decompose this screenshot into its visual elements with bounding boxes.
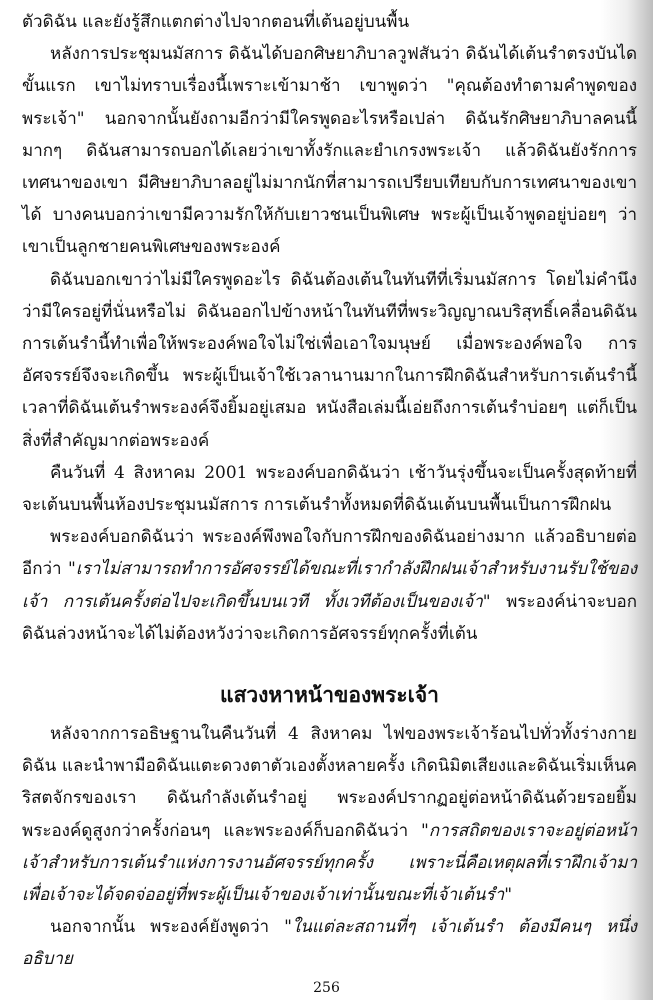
quoted-speech-italic: "การสถิตของเราจะอยู่ต่อหน้าเจ้าสำหรับการเต้นรำแห่งการงานอัศจรรย์ทุกครั้ง เพราะนี่คือเหตุผลที่เราฝึกเจ้ามา เพื่อเจ้าจะได้จดจ่ออยู่ที่พระผู้เป็นเจ้าของเจ้าเท่านั้นขณะที่เจ้าเต้นรำ" [22,820,637,906]
paragraph-text: นอกจากนั้นยังถามอีกว่ามีใครพูดอะไรหรือเปล่า ดิฉันรักศิษยาภิบาลคนนี้มากๆ ดิฉันสามารถบอกได้เลยว่าเขาทั้งรักและยำเกรงพระเจ้า แล้วดิฉันยังรักการเทศนาของเขา มีศิษยาภิบาลอยู่ไม่มากนักที่สามารถเปรียบเทียบกับการเทศนาของเขาได้ บางคนบอกว่าเขามีความรักให้กับเยาวชนเป็นพิเศษ พระผู้เป็นเจ้าพูดอยู่บ่อยๆ ว่าเขาเป็นลูกชายคนพิเศษของพระองค์ [22,108,637,258]
paragraph-vision [22,718,637,911]
quoted-speech-italic: "ในแต่ละสถานที่ๆ เจ้าเต้นรำ ต้องมีคนๆ หนึ่งอธิบาย [22,917,637,970]
page-content [22,6,637,976]
paragraph-final [22,911,637,975]
quoted-speech: "คุณต้องทำตามคำพูดของพระเจ้า" [22,76,637,129]
paragraph-continuation: ตัวดิฉัน และยังรู้สึกแตกต่างไปจากตอนที่เต้นอยู่บนพื้น [22,12,410,32]
page-number: 256 [313,980,340,996]
paragraph-pastor-conversation [22,38,637,263]
quoted-speech-italic: "เราไม่สามารถทำการอัศจรรย์ได้ขณะที่เรากำลังฝึกฝนเจ้าสำหรับงานรับใช้ของเจ้า การเต้นครั้งต่อไปจะเกิดขึ้นบนเวที ทั้งเวทีต้องเป็นของเจ้า" [22,559,637,612]
paragraph-training-complete [22,521,637,650]
paragraph-text: หลังจากการอธิษฐานในคืนวันที่ 4 สิงหาคม ไฟของพระเจ้าร้อนไปทั่วทั้งร่างกายดิฉัน และนำพามือดิฉันแตะดวงตาตัวเองตั้งหลายครั้ง เกิดนิมิตเสียงและดิฉันเริ่มเห็นคริสตจักรของเรา ดิฉันกำลังเต้นรำอยู่ พระองค์ปรากฏอยู่ต่อหน้าดิฉันด้วยรอยยิ้ม พระองค์ดูสูงกว่าครั้งก่อนๆ และพระองค์ก็บอกดิฉันว่า [22,724,637,841]
paragraph-text: หลังการประชุมนมัสการ ดิฉันได้บอกศิษยาภิบาลวูฟสันว่า ดิฉันได้เต้นรำตรงบันไดขั้นแรก เขาไม่ทราบเรื่องนี้เพราะเข้ามาช้า เขาพูดว่า [22,44,637,97]
paragraph-text: พระองค์น่าจะบอกดิฉันล่วงหน้าจะได้ไม่ต้องหวังว่าจะเกิดการอัศจรรย์ทุกครั้งที่เต้น [22,591,637,644]
paragraph-august-fourth: คืนวันที่ 4 สิงหาคม 2001 พระองค์บอกดิฉันว่า เช้าวันรุ่งขึ้นจะเป็นครั้งสุดท้ายที่จะเต้นบนพื้นห้องประชุมนมัสการ การเต้นรำทั้งหมดที่ดิฉันเต้นบนพื้นเป็นการฝึกฝน [22,462,637,516]
section-heading: แสวงหาหน้าของพระเจ้า [220,683,439,708]
paragraph-text: พระองค์บอกดิฉันว่า พระองค์พึงพอใจกับการฝึกของดิฉันอย่างมาก แล้วอธิบายต่ออีกว่า [22,527,637,580]
paragraph-text: นอกจากนั้น พระองค์ยังพูดว่า [50,917,285,938]
paragraph-dance-explanation: ดิฉันบอกเขาว่าไม่มีใครพูดอะไร ดิฉันต้องเต้นในทันทีที่เริ่มนมัสการ โดยไม่คำนึงว่ามีใครอยู่ที่นั่นหรือไม่ ดิฉันออกไปข้างหน้าในทันทีที่พระวิญญาณบริสุทธิ์เคลื่อนดิฉัน การเต้นรำนี้ทำเพื่อให้พระองค์พอใจไม่ใช่เพื่อเอาใจมนุษย์ เมื่อพระองค์พอใจ การอัศจรรย์จึงจะเกิดขึ้น พระผู้เป็นเจ้าใช้เวลานานมากในการฝึกดิฉันสำหรับการเต้นรำนี้ เวลาที่ดิฉันเต้นรำพระองค์จึงยิ้มอยู่เสมอ หนังสือเล่มนี้เอ่ยถึงการเต้นรำบ่อยๆ แต่ก็เป็นสิ่งที่สำคัญมากต่อพระองค์ [22,269,637,451]
